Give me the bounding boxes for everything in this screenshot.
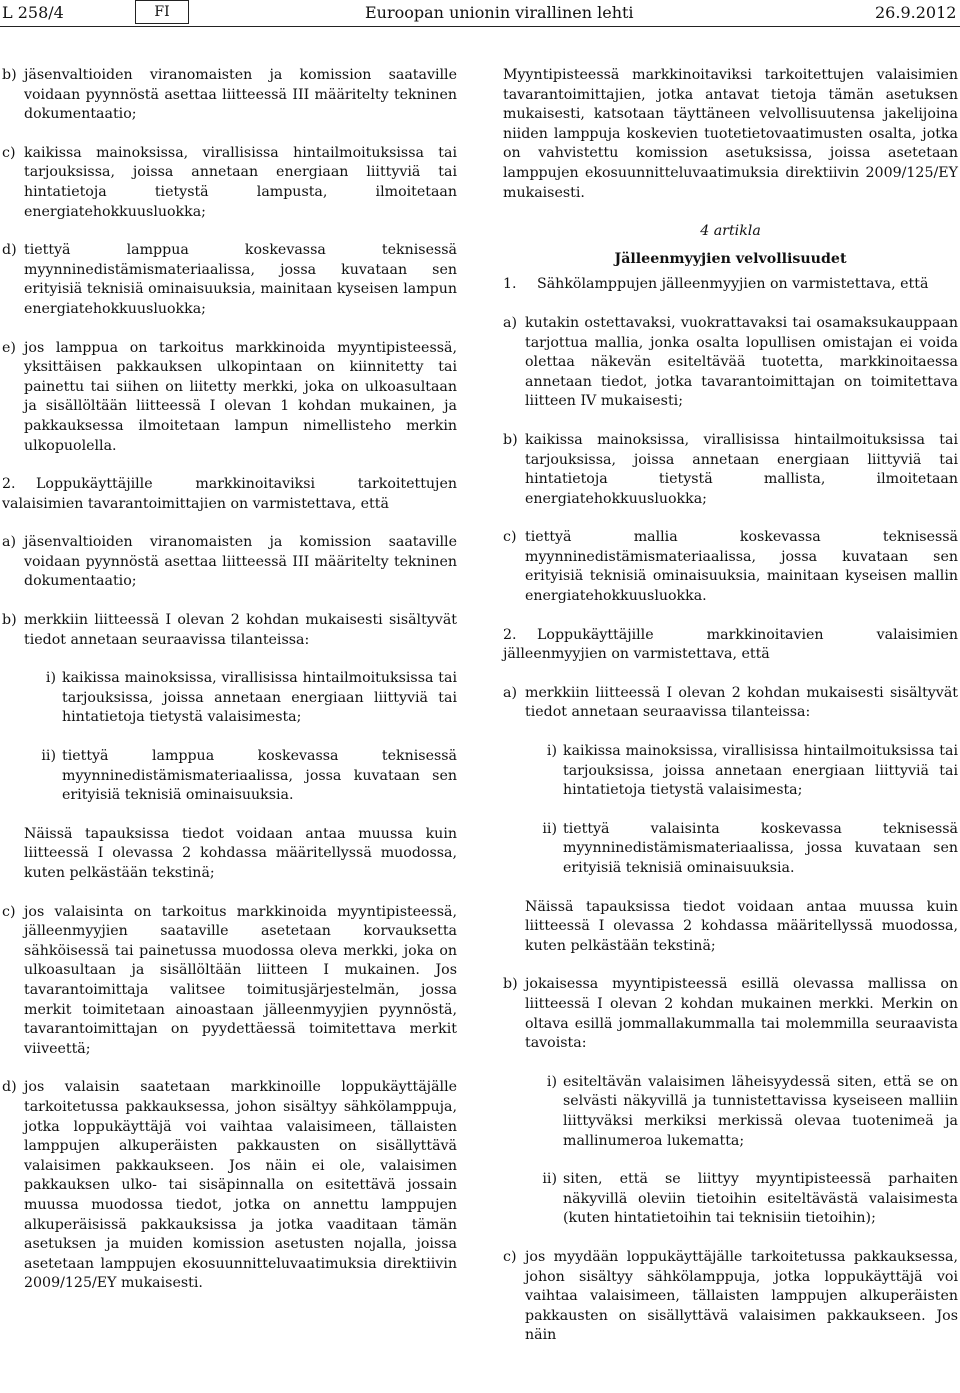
item-text: jos valaisinta on tarkoitus markkinoida myyntipisteessä, jälleenmyyjien saataville asetetaan korvauksetta sähköisessä tai painetussa muodossa oleva merkki, joka on ulkoasultaan ja sisällöltään liitteen I mukainen. Jos tavarantoimittaja valitsee toimitusjärjestelmän, jossa merkit toimitetaan ainoastaan jälleenmyyjien pyynnöstä, tavarantoimittajan on pyydettäessä toimitettava merkit viiveettä; [24,903,457,1057]
item-label: a) [503,684,517,701]
item-label: d) [2,242,17,259]
list-item [2,339,457,457]
item-text: esiteltävän valaisimen läheisyydessä siten, että se on selvästi näkyvillä ja tunnistettavissa kyseiseen malliin liittyväksi merkiksi merkissä olevaa tuotenimeä ja mallinumeroa lukematta; [563,1073,958,1149]
right-column [503,66,958,1346]
item-label: b) [503,431,518,448]
list-item [2,144,457,222]
sub-list-item [503,1073,958,1151]
paragraph-number: 2. [503,626,517,643]
list-item [503,431,958,509]
item-text: jäsenvaltioiden viranomaisten ja komission saataville voidaan pyynnöstä asettaa liitteessä III määritelty tekninen dokumentaatio; [24,534,457,590]
journal-title: Euroopan unionin virallinen lehti [365,3,634,22]
item-label: ii) [542,820,557,837]
paragraph-number: 1. [503,276,517,293]
item-text: tiettyä mallia koskevassa teknisessä myynninedistämismateriaalissa, jossa kuvataan sen erityisiä teknisiä ominaisuuksia, mainitaan kyseisen mallin energiatehokkuusluokka. [525,529,958,605]
paragraph-text: Loppukäyttäjille markkinoitavien valaisimien jälleenmyyjien on varmistettava, että [503,626,958,663]
item-label: a) [2,534,16,551]
item-text: merkkiin liitteessä I olevan 2 kohdan mukaisesti sisältyvät tiedot annetaan seuraavissa tilanteissa: [525,684,958,721]
item-text: tiettyä valaisinta koskevassa teknisessä myynninedistämismateriaalissa, jossa kuvataan sen erityisiä teknisiä ominaisuuksia. [563,820,958,876]
item-label: a) [503,314,517,331]
item-label: i) [546,743,557,760]
item-label: c) [503,1248,517,1265]
sub-list-item [503,742,958,801]
intro-paragraph: Myyntipisteessä markkinoitaviksi tarkoitettujen valaisimien tavarantoimittajien, jotka antavat tietoja tämän asetuksen mukaisesti, katsotaan täyttäneen velvollisuutensa jakelijoina niiden lamppuja koskevien tuotetietovaatimusten osalta, jotka on vahvistettu komission asetuksissa, joissa asetetaan lamppujen ekosuunnitteluvaatimuksia direktiivin 2009/125/EY mukaisesti. [503,67,958,201]
paragraph-number: 2. [2,476,16,493]
item-text: jokaisessa myyntipisteessä esillä olevassa mallissa on liitteessä I olevan 2 kohdan mukainen merkki. Merkin on oltava esillä jommallakummalla tai molemmilla seuraavista tavoista: [525,976,958,1052]
item-label: i) [45,670,56,687]
list-item [503,684,958,723]
list-item [2,241,457,319]
item-text: tiettyä lamppua koskevassa teknisessä myynninedistämismateriaalissa, jossa kuvataan sen erityisiä teknisiä ominaisuuksia. [62,748,457,804]
list-item [503,528,958,606]
sub-list-item [503,1170,958,1229]
item-text: jäsenvaltioiden viranomaisten ja komission saataville voidaan pyynnöstä asettaa liitteessä III määritelty tekninen dokumentaatio; [24,67,457,123]
item-text: jos lamppua on tarkoitus markkinoida myyntipisteessä, yksittäisen pakkauksen ulkopintaan on kiinnitetty tai painettu tai siihen on liitetty merkki, joka on ulkoasultaan ja sisällöltään liitteessä I olevan 1 kohdan mukainen, ja pakkauksessa ilmoitetaan lampun nimellisteho merkin ulkopuolella. [24,339,457,454]
item-text: merkkiin liitteessä I olevan 2 kohdan mukaisesti sisältyvät tiedot annetaan seuraavissa tilanteissa: [24,612,457,648]
item-text: kaikissa mainoksissa, virallisissa hintailmoituksissa tai tarjouksissa, joissa annetaan energiaan liittyviä tai hintatietoja tietystä mallista, ilmoitetaan energiatehokkuusluokka; [525,431,958,507]
item-text: jos valaisin saatetaan markkinoille loppukäyttäjälle tarkoitetussa pakkauksessa, johon sisältyy sähkölamppuja, jotka loppukäyttäjä voi vaihtaa valaisimeen, tällaisten lamppujen alkuperäisten pakkausten on sisällyttävä valaisimen pakkaukseen. Jos näin ei ole, valaisimen pakkauksen ulko- tai sisäpinnalla on esitettävä jossain muussa muodossa tiedot, jotka on annettu lamppujen alkuperäisissä pakkauksissa ja jotka vaaditaan tämän asetuksen ja muiden komission asetusten nojalla, joissa asetetaan lamppujen ekosuunnitteluvaatimuksia direktiivin 2009/125/EY mukaisesti. [24,1079,457,1292]
item-note: Näissä tapauksissa tiedot voidaan antaa muussa kuin liitteessä I olevassa 2 kohdassa määritellyssä muodossa, kuten pelkästään tekstinä; [525,898,958,954]
item-label: c) [503,529,517,546]
list-item [2,66,457,125]
header-rule [0,26,960,27]
item-label: ii) [542,1171,557,1188]
list-item [2,611,457,650]
list-item [2,533,457,592]
item-label: ii) [41,748,56,765]
item-text: kaikissa mainoksissa, virallisissa hintailmoituksissa tai tarjouksissa, joissa annetaan energiaan liittyviä tai hintatietoja tietystä lampusta, ilmoitetaan energiatehokkuusluokka; [24,144,457,220]
item-label: e) [2,339,16,356]
item-label: b) [2,612,17,629]
paragraph-text: Sähkölamppujen jälleenmyyjien on varmistettava, että [537,276,929,293]
article-heading: Jälleenmyyjien velvollisuudet [614,250,847,267]
item-label: b) [503,976,518,993]
numbered-paragraph [503,275,958,295]
item-text: jos myydään loppukäyttäjälle tarkoitetussa pakkauksessa, johon sisältyy sähkölamppuja, jotka loppukäyttäjä voi vaihtaa valaisimeen, tällaisten lamppujen alkuperäisten pakkausten on sisällyttävä valaisimen pakkaukseen. Jos näin [525,1248,958,1344]
numbered-paragraph [503,626,958,665]
item-text: siten, että se liittyy myyntipisteessä parhaiten näkyvillä oleviin tietoihin esiteltävästä valaisimesta (kuten hintatietoihin tai teknisiin tietoihin); [563,1171,958,1227]
page-header [0,0,960,30]
item-label: i) [546,1073,557,1090]
sub-list-item [503,820,958,879]
item-label: c) [2,144,16,161]
item-label: b) [2,67,17,83]
list-item [503,314,958,412]
sub-list-item [2,747,457,806]
paragraph-text: Loppukäyttäjille markkinoitaviksi tarkoitettujen valaisimien tavarantoimittajien on varmistettava, että [2,476,457,512]
item-text: kutakin ostettavaksi, vuokrattavaksi tai osamaksukauppaan tarjottua mallia, jonka osalta lopullisen omistajan ei voida olettaa näkevän esiteltävää tuotetta, markkinoitaessa annetaan tiedot, jotka tavarantoimittajan on toimitettava liitteen IV mukaisesti; [525,314,958,410]
item-label: c) [2,903,16,920]
publication-date: 26.9.2012 [875,3,957,22]
list-item [503,1248,958,1346]
left-column [2,66,457,1294]
list-item [503,975,958,1053]
item-text: tiettyä lamppua koskevassa teknisessä myynninedistämismateriaalissa, jossa kuvataan sen erityisiä teknisiä ominaisuuksia, mainitaan kyseisen lampun energiatehokkuusluokka; [24,242,457,317]
numbered-paragraph [2,475,457,514]
page-number: L 258/4 [2,3,64,22]
item-label: d) [2,1079,17,1096]
item-text: kaikissa mainoksissa, virallisissa hintailmoituksissa tai tarjouksissa, joissa annetaan energiaan liittyviä tai hintatietoja tietystä valaisimesta; [563,743,958,799]
list-item [2,1078,457,1294]
item-note: Näissä tapauksissa tiedot voidaan antaa muussa kuin liitteessä I olevassa 2 kohdassa määritellyssä muodossa, kuten pelkästään tekstinä; [24,825,457,881]
article-title: 4 artikla [700,223,761,240]
item-text: kaikissa mainoksissa, virallisissa hintailmoituksissa tai tarjouksissa, joissa annetaan energiaan liittyviä tai hintatietoja tietystä valaisimesta; [62,670,457,726]
list-item [2,903,457,1060]
sub-list-item [2,669,457,728]
language-badge: FI [135,0,189,24]
